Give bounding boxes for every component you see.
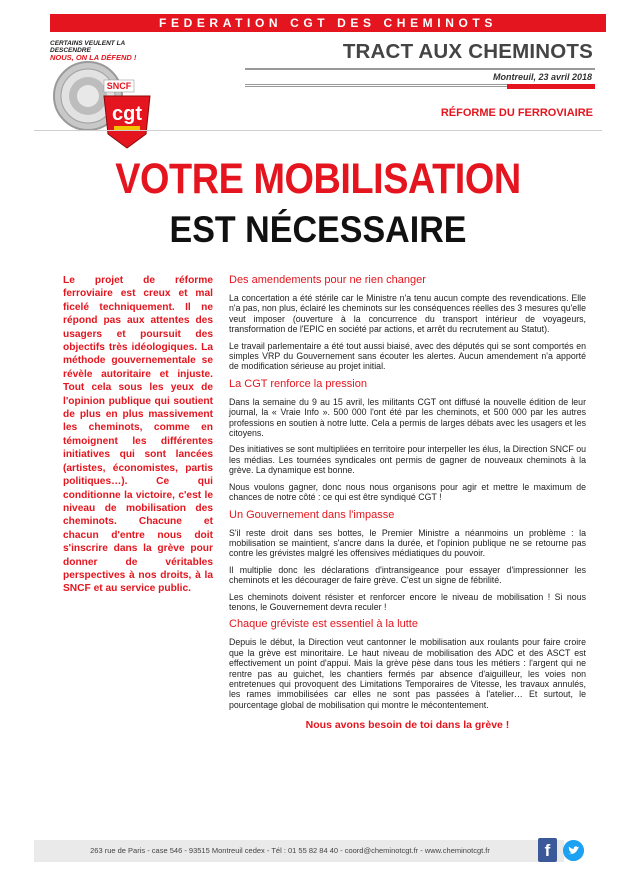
federation-banner: FEDERATION CGT DES CHEMINOTS	[50, 14, 606, 32]
paragraph: S'il reste droit dans ses bottes, le Premier Ministre a néanmoins un problème : la mobilisation se maintient, s'ancre dans la durée, et l'opinion publique ne se retourne pas contre les grévistes malgré les offensives médiatiques du pouvoir.	[229, 527, 586, 559]
title-rule	[245, 68, 595, 70]
header-divider	[34, 130, 602, 131]
facebook-icon[interactable]: f	[538, 838, 557, 862]
date-line: Montreuil, 23 avril 2018	[492, 72, 592, 82]
closing-call: Nous avons besoin de toi dans la grève !	[305, 719, 510, 732]
paragraph: Dans la semaine du 9 au 15 avril, les militants CGT ont diffusé la nouvelle édition de leur journal, la « Vraie Info ». 500 000 l'ont été par les cheminots, et 500 000 par les autres professions en soutien à notre lutte. Cela a permis de larges débats avec les usagers et les citoyens.	[229, 396, 586, 439]
topic-label: RÉFORME DU FERROVIAIRE	[440, 107, 593, 119]
date-rule	[245, 86, 507, 87]
footer-address: 263 rue de Paris - case 546 - 93515 Montreuil cedex - Tél : 01 55 82 84 40 - coord@cheminotcgt.fr - www.cheminotcgt.fr	[90, 846, 490, 855]
paragraph: La concertation a été stérile car le Ministre n'a tenu aucun compte des revendications. Elle n'a pas, non plus, éclairé les cheminots sur les conséquences réelles des 3 mesures qu'elle veut imposer (ouverture à la concurrence du transport intérieur de voyageurs, transformation de l'EPIC en société par actions, et arrêt du recrutement au Statut).	[229, 293, 586, 335]
paragraph: Des initiatives se sont multipliées en territoire pour interpeller les élus, la Direction SNCF ou les médias. Les tournées syndicales ont permis de gagner de nouveaux cheminots à la grève. La dynamique est bonne.	[229, 444, 586, 476]
section-title: Des amendements pour ne rien changer	[229, 274, 426, 286]
paragraph: Les cheminots doivent résister et renforcer encore le niveau de mobilisation ! Si nous tenons, le Gouvernement devra reculer !	[229, 591, 586, 612]
sidebar-text: Le projet de réforme ferroviaire est creux et mal ficelé techniquement. Il ne répond pas aux attentes des usagers et poursuit des objectifs très idéologiques. La méthode gouvernementale se révèle autoritaire et injuste. Tout cela sous les yeux de l'opinion publique qui soutient de plus en plus massivement les cheminots, comme en témoignent les différentes initiatives qui sont lancées (artistes, économistes, partis politiques…). Ce qui conditionne la victoire, c'est le niveau de mobilisation des cheminots. Chacune et chacun d'entre nous doit s'inscrire dans la grève pour donner de véritables perspectives à nos droits, à la SNCF et au service public.	[63, 275, 213, 595]
headline-line-1: VOTRE MOBILISATION	[115, 155, 521, 203]
section-gouvernement	[229, 509, 586, 613]
logo-slogan: CERTAINS VEULENT LA DESCENDRE NOUS, ON LA DÉFEND !	[50, 40, 137, 62]
paragraph: Il multiplie donc les déclarations d'intransigeance pour essayer d'impressionner les cheminots et les décourager de faire grève. C'est un signe de fébrilité.	[229, 564, 586, 586]
tract-title: TRACT AUX CHEMINOTS	[342, 40, 593, 63]
paragraph: Le travail parlementaire a été tout aussi biaisé, avec des députés qui se sont comportés en simples VRP du Gouvernement sans écouter les alertes. Aucun amendement n'a apporté de modification sérieuse au projet initial.	[229, 340, 586, 372]
paragraph: Depuis le début, la Direction veut cantonner le mobilisation aux roulants pour faire croire que la grève est minoritaire. Le haut niveau de mobilisation des ADC et des ASCT est effectivement un point d'appui. Mais la grève pèse dans tous les métiers : l'argent qui ne rentre pas au guichet, les chantiers fermés par absence d'aiguilleur, les voies non entretenues qui provoquent des Limitations Temporaires de Vitesse, les travaux annulés, les rames immobilisées car elles ne sont pas passées à l'atelier… Et surtout, le pourcentage global de mobilisation qui montre le mécontentement.	[229, 637, 586, 710]
section-amendements	[229, 274, 586, 372]
main-column	[229, 274, 586, 731]
section-title: Chaque gréviste est essentiel à la lutte	[229, 618, 418, 631]
paragraph: Nous voulons gagner, donc nous nous organisons pour agir et mettre le maximum de chances de notre côté : ce qui est être syndiqué CGT !	[229, 481, 586, 503]
section-title: Un Gouvernement dans l'impasse	[229, 508, 395, 521]
sncf-logo-text: SNCF	[106, 81, 132, 91]
date-accent-bar	[507, 84, 595, 89]
cgt-logo-text: cgt	[112, 103, 142, 125]
section-greviste	[229, 618, 586, 710]
section-cgt-pression	[229, 378, 586, 503]
section-title: La CGT renforce la pression	[229, 377, 367, 390]
headline-line-2: EST NÉCESSAIRE	[169, 209, 467, 250]
twitter-icon[interactable]	[563, 840, 584, 861]
